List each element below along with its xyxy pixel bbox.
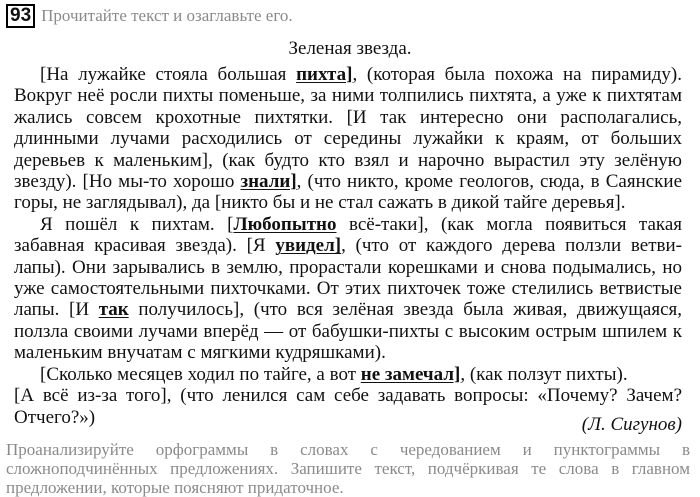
underlined-word: Любопытно	[233, 213, 337, 235]
text-run: получилось], (что вся зелёная звезда была живая, движущаяся, ползла своими лучами вперёд — от бабушки-пихты с высоким острым шпилем к маленьким внучатам с мягкими кудряшками).	[14, 299, 682, 364]
text-run: [А всё из-за того], (что ленился сам себе задавать вопросы: «Почему? Зачем? Отчего?»)	[14, 385, 682, 428]
paragraph-1	[14, 64, 682, 214]
text-run: , (которая была похожа на пирамиду). Вокруг неё росли пихты поменьше, за ними толпились пихтята, а уже к пихтятам жались совсем крохотные пихтятки. [И так интересно они располагались, длинными лучами расходились от середины лужайки к краям, от больших деревьев к маленьким], (как будто кто взял и нарочно вырастил эту зелёную звезду). [Но мы-то хорошо	[14, 64, 682, 193]
instruction-text: Проанализируйте орфограммы в словах с чередованием и пунктограммы в сложноподчинённых предложениях. Запишите текст, подчёркивая те слова в главном предложении, которые поясняют придаточное.	[6, 440, 690, 497]
underlined-word: знали]	[240, 171, 297, 193]
text-run: Я пошёл к пихтам. [	[40, 213, 234, 235]
exercise-number: 93	[6, 4, 35, 28]
paragraph-3	[14, 364, 682, 385]
text-run: , (что от каждого дерева ползли ветви-лапы). Они зарывались в землю, прорастали корешками и снова подымались, но уже самостоятельными пихточками. От этих пихточек тоже стелились ветвистые лапы. [И	[14, 235, 682, 321]
underlined-word: так	[98, 299, 129, 321]
underlined-word: увидел]	[275, 235, 342, 257]
main-text	[14, 64, 682, 428]
paragraph-2	[14, 214, 682, 364]
text-run: всё-таки], (как могла появиться такая забавная красивая звезда). [Я	[14, 213, 682, 257]
underlined-word: пихта]	[296, 64, 353, 85]
text-run: , (что никто, кроме геологов, сюда, в Саянские горы, не заглядывал), да [никто бы и не стал сажать в дикой тайге деревья].	[14, 171, 683, 214]
text-run: , (как ползут пихты).	[460, 363, 628, 385]
author-signature: (Л. Сигунов)	[581, 414, 682, 435]
underlined-word: не замечал]	[360, 363, 461, 385]
text-run: [Сколько месяцев ходил по тайге, а вот	[40, 363, 361, 385]
text-run: [На лужайке стояла большая	[40, 64, 297, 85]
exercise-header	[6, 4, 293, 28]
text-title: Зеленая звезда.	[288, 38, 412, 59]
task-text: Прочитайте текст и озаглавьте его.	[41, 6, 293, 25]
